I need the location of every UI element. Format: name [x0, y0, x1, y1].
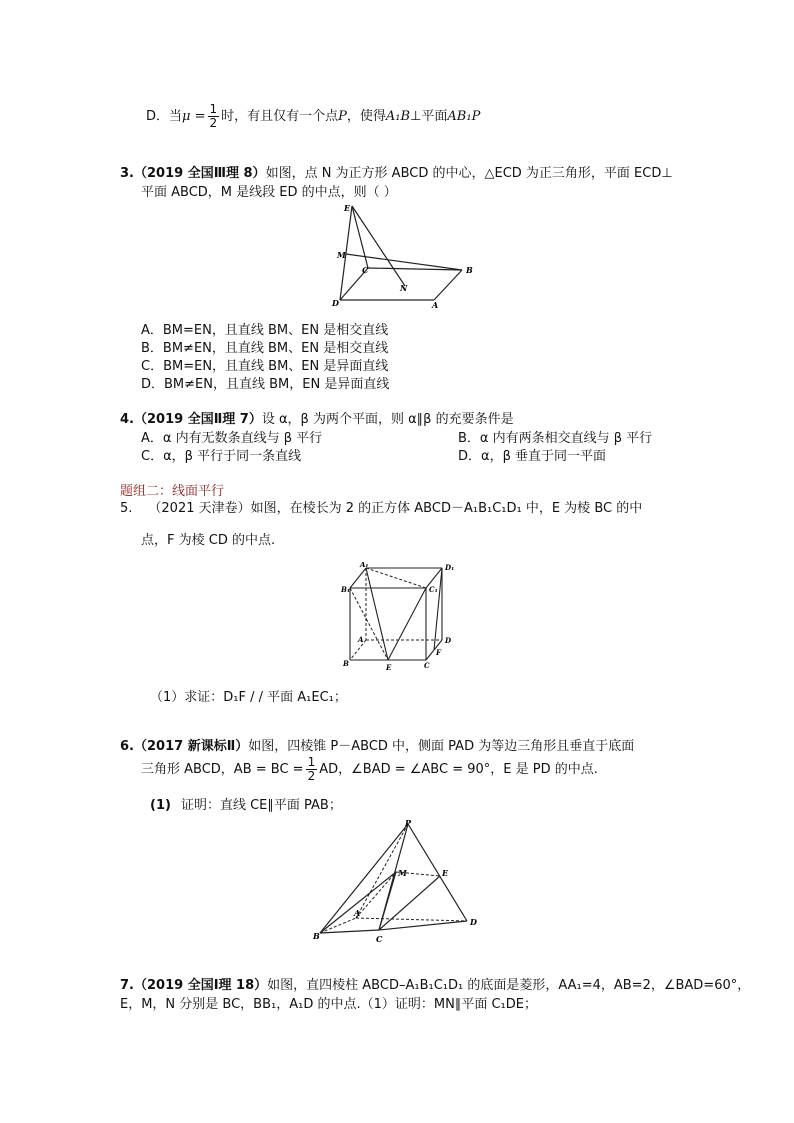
q3-label-c: C [362, 265, 369, 275]
q6-label-c: C [376, 934, 383, 944]
q4-number: 4. [120, 412, 134, 427]
fraction-denominator: 2 [209, 116, 218, 130]
q6-fraction-denominator: 2 [307, 769, 316, 783]
q3-label-m: M [337, 250, 346, 260]
option-d-comma: ，使得 [346, 109, 386, 124]
q4-option-b: B．α 内有两条相交直线与 β 平行 [458, 431, 653, 446]
q6-line2a: 三角形 ABCD，AB = BC = [141, 762, 304, 777]
q3-label-d: D [332, 298, 339, 308]
q5-stem-line1 [120, 497, 642, 516]
edge-am-hidden [356, 872, 396, 918]
q6-label-d: D [470, 917, 477, 927]
group2-title: 题组二：线面平行 [120, 484, 225, 499]
q5-number: 5. [120, 501, 133, 516]
q5-stem-line2: 点，F 为棱 CD 的中点. [141, 533, 276, 548]
q6-label-a: A [354, 908, 361, 918]
q5-label-e: E [386, 663, 392, 672]
q7-stem-line2: E，M，N 分别是 BC，BB₁，A₁D 的中点.（1）证明：MN∥平面 C₁DE； [120, 997, 537, 1012]
q5-cube-figure [330, 562, 470, 674]
q3-figure [320, 198, 480, 310]
line-a1b: A₁B [385, 109, 411, 124]
q4-stem-text: 设 α，β 为两个平面，则 α∥β 的充要条件是 [261, 412, 514, 427]
q7-number: 7. [120, 978, 134, 993]
q6-line2b: AD，∠BAD = ∠ABC = 90°，E 是 PD 的中点. [319, 762, 598, 777]
edge-bm [320, 872, 396, 933]
q4-option-d: D．α，β 垂直于同一平面 [458, 449, 607, 464]
q5-label-c: C [424, 661, 430, 670]
q5-part1: （1）求证：D₁F / / 平面 A₁EC₁； [150, 690, 347, 705]
q3-label-b: B [466, 265, 473, 275]
edge-a1b1 [350, 568, 366, 588]
edge-ec [352, 206, 368, 268]
edge-mc [379, 872, 396, 930]
q4-option-c: C．α，β 平行于同一条直线 [141, 449, 302, 464]
fraction-numerator: 1 [209, 102, 218, 116]
q3-number: 3. [120, 166, 134, 181]
option-d-prefix: D．当 [146, 109, 183, 124]
q6-label-e: E [442, 868, 449, 878]
q3-label-a: A [432, 300, 439, 310]
q6-pyramid-figure [312, 818, 482, 946]
q6-part1-number: (1) [150, 798, 171, 813]
q3-source: （2019 全国Ⅲ理 8） [133, 166, 266, 181]
q7-source: （2019 全国Ⅰ理 18） [133, 978, 268, 993]
edge-ce [379, 876, 440, 930]
perp-symbol: ⊥ [410, 109, 422, 124]
mu-symbol: μ = [182, 109, 206, 124]
q6-part1-line [150, 794, 342, 813]
q6-fraction-numerator: 1 [307, 755, 316, 769]
q4-stem [120, 408, 514, 427]
diag-a1c1-hidden [366, 568, 426, 588]
q5-label-d: D [445, 636, 452, 645]
edge-ba [434, 270, 462, 300]
edge-ad-hidden [356, 918, 467, 921]
q7-line1: 如图，直四棱柱 ABCD–A₁B₁C₁D₁ 的底面是菱形，AA₁=4，AB=2，∠BAD=60°， [267, 978, 751, 993]
q5-label-b: B [343, 659, 349, 668]
q6-source: （2017 新课标Ⅱ） [133, 739, 249, 754]
edge-d1f [434, 568, 442, 650]
diag-b1e-hidden [350, 588, 388, 660]
edge-bc [320, 930, 379, 933]
edge-ec1 [388, 588, 426, 660]
q6-half-fraction [306, 756, 318, 783]
q6-line1: 如图，四棱锥 P－ABCD 中，侧面 PAD 为等边三角形且垂直于底面 [248, 739, 635, 754]
q6-label-b: B [313, 931, 320, 941]
q3-line1: 如图，点 N 为正方形 ABCD 的中心，△ECD 为正三角形，平面 ECD⊥ [265, 166, 673, 181]
edge-en [352, 206, 405, 286]
q3-option-d: D．BM≠EN，且直线 BM，EN 是异面直线 [141, 377, 390, 392]
q7-stem-line1 [120, 974, 750, 993]
q6-label-m: M [398, 868, 407, 878]
q5-label-a: A [358, 635, 364, 644]
q5-label-d1: D₁ [445, 563, 455, 572]
q4-source: （2019 全国Ⅱ理 7） [133, 412, 262, 427]
q5-label-b1: B₁ [341, 585, 350, 594]
plane-ab1p: AB₁P [447, 109, 481, 124]
q5-line1: （2021 天津卷）如图，在棱长为 2 的正方体 ABCD－A₁B₁C₁D₁ 中，E 为棱 BC 的中 [148, 501, 643, 516]
q6-label-p: P [405, 818, 412, 828]
one-half-fraction [208, 103, 220, 130]
q5-label-c1: C₁ [429, 585, 438, 594]
q3-label-n: N [400, 283, 408, 293]
option-d-line [146, 102, 480, 132]
q3-option-b: B．BM≠EN，且直线 BM、EN 是相交直线 [141, 341, 389, 356]
edge-a1e [366, 568, 388, 660]
q6-stem-line2 [141, 755, 598, 785]
q5-label-f: F [436, 648, 441, 657]
q3-stem-line2: 平面 ABCD，M 是线段 ED 的中点，则（ ） [141, 185, 397, 200]
plane-word: 平面 [421, 109, 448, 124]
q3-option-c: C．BM=EN，且直线 BM、EN 是异面直线 [141, 359, 389, 374]
q4-option-a: A．α 内有无数条直线与 β 平行 [141, 431, 323, 446]
q6-part1-text: 证明：直线 CE∥平面 PAB； [180, 798, 342, 813]
q5-label-a1: A₁ [360, 562, 369, 569]
edge-pd [408, 824, 467, 921]
q6-number: 6. [120, 739, 134, 754]
q6-stem-line1 [120, 735, 634, 754]
q3-label-e: E [344, 203, 351, 213]
option-d-middle: 时，有且仅有一个点 [221, 109, 339, 124]
q3-option-a: A．BM=EN，且直线 BM、EN 是相交直线 [141, 323, 389, 338]
q3-stem-line1 [120, 162, 673, 181]
edge-cd [379, 921, 467, 930]
point-p: P [338, 109, 347, 124]
